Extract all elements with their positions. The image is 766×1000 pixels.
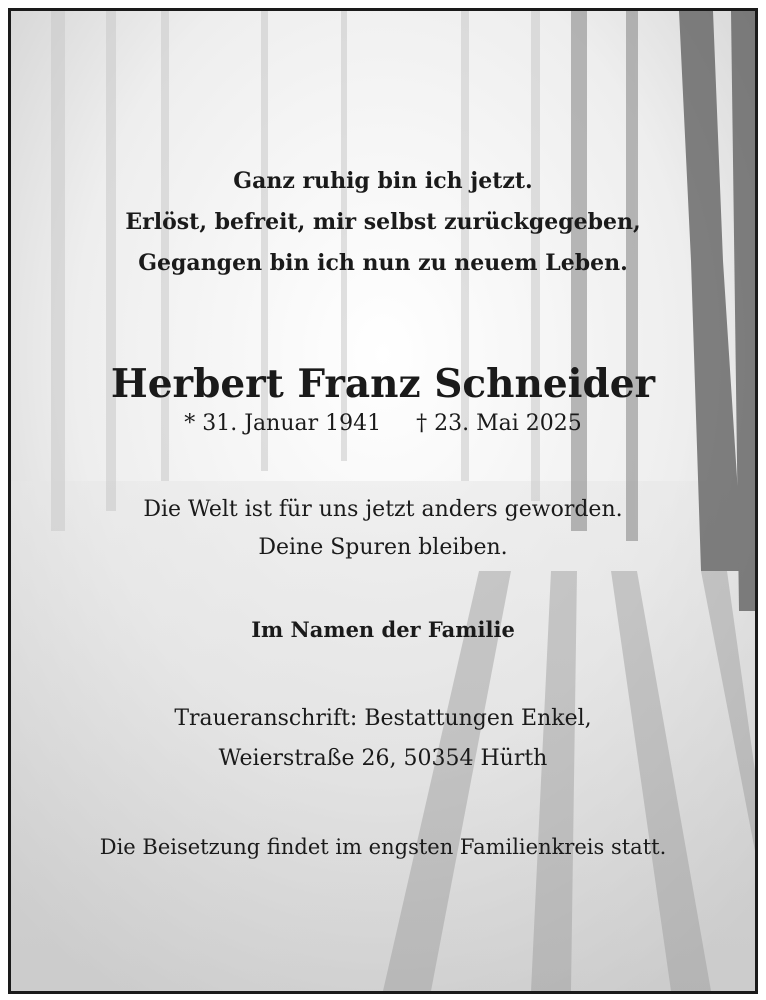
death-date: † 23. Mai 2025	[416, 411, 582, 436]
family-signature: Im Namen der Familie	[251, 617, 515, 642]
poem-verse	[11, 161, 755, 284]
poem-line: Erlöst, befreit, mir selbst zurückgegeben,	[125, 209, 641, 235]
life-dates	[11, 409, 755, 439]
mourning-address	[11, 699, 755, 779]
poem-line: Ganz ruhig bin ich jetzt.	[233, 168, 533, 194]
obituary-frame	[8, 8, 758, 994]
farewell-message	[11, 491, 755, 567]
deceased-name: Herbert Franz Schneider	[110, 361, 656, 407]
address-line: Traueranschrift: Bestattungen Enkel,	[174, 706, 592, 731]
birth-date: * 31. Januar 1941	[184, 411, 382, 436]
message-line: Deine Spuren bleiben.	[258, 535, 508, 560]
poem-line: Gegangen bin ich nun zu neuem Leben.	[138, 250, 628, 276]
message-line: Die Welt ist für uns jetzt anders geworden.	[143, 497, 623, 522]
burial-notice: Die Beisetzung findet im engsten Familienkreis statt.	[99, 835, 667, 859]
address-line: Weierstraße 26, 50354 Hürth	[218, 746, 548, 771]
